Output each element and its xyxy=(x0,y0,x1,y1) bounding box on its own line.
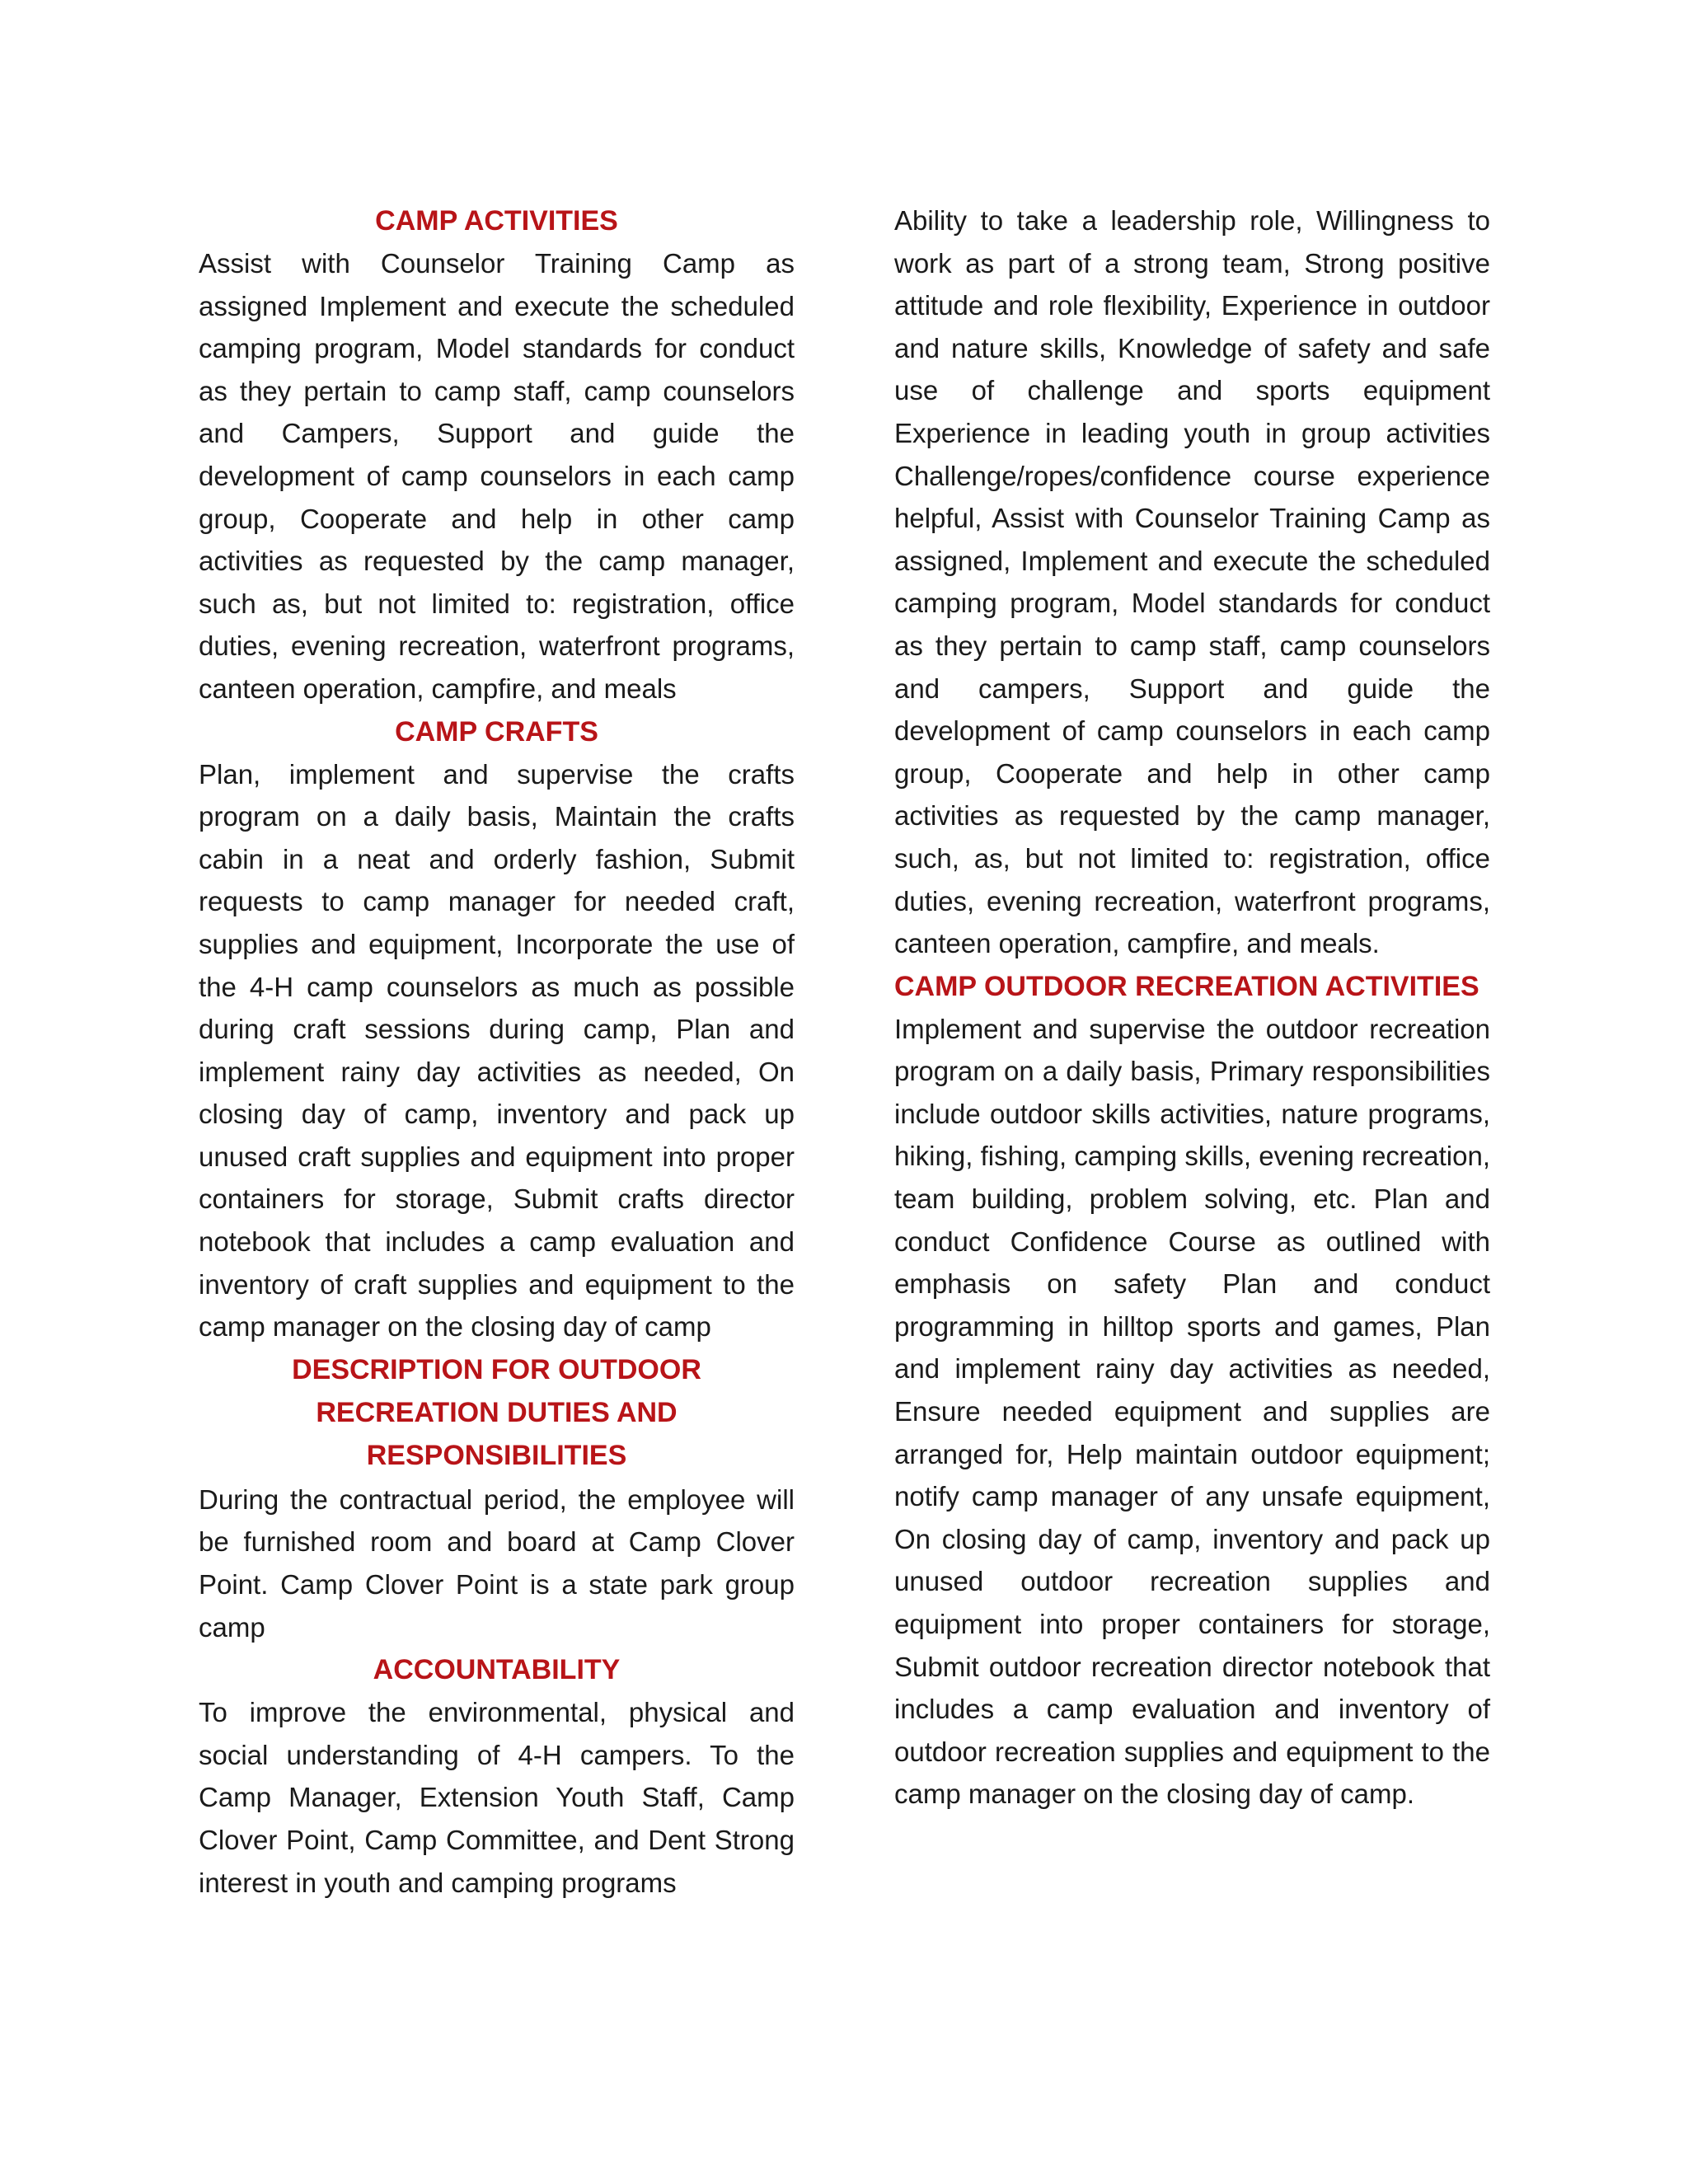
camp-activities-text: Assist with Counselor Training Camp as assigned Implement and execute the scheduled camping program, Model standards for conduct as they pertain to camp staff, camp counselors and Campers, Support and guide the development of camp counselors in each camp group, Cooperate and help in other camp activities as requested by the camp manager, such as, but not limited to: registration, office duties, evening recreation, waterfront programs, canteen operation, campfire, and meals xyxy=(199,248,795,704)
outdoor-recreation-text: Implement and supervise the outdoor recreation program on a daily basis, Primary responsibilities include outdoor skills activities, nature programs, hiking, fishing, camping skills, evening recreation, team building, problem solving, etc. Plan and conduct Confidence Course as outlined with emphasis on safety Plan and conduct programming in hilltop sports and games, Plan and implement rainy day activities as needed, Ensure needed equipment and supplies are arranged for, Help maintain outdoor equipment; notify camp manager of any unsafe equipment, On closing day of camp, inventory and pack up unused outdoor recreation supplies and equipment into proper containers for storage, Submit outdoor recreation director notebook that includes a camp evaluation and inventory of outdoor recreation supplies and equipment to the camp manager on the closing day of camp. xyxy=(894,1013,1490,1810)
camp-crafts-heading: CAMP CRAFTS xyxy=(395,715,598,748)
qualifications-text: Ability to take a leadership role, Willingness to work as part of a strong team, Strong positive attitude and role flexibility, Experience in outdoor and nature skills, Knowledge of safety and safe use of challenge and sports equipment Experience in leading youth in group activities Challenge/ropes/confidence course experience helpful, Assist with Counselor Training Camp as assigned, Implement and execute the scheduled camping program, Model standards for conduct as they pertain to camp staff, camp counselors and campers, Support and guide the development of camp counselors in each camp group, Cooperate and help in other camp activities as requested by the camp manager, such, as, but not limited to: registration, office duties, evening recreation, waterfront programs, canteen operation, campfire, and meals. xyxy=(894,205,1490,959)
description-heading: DESCRIPTION FOR OUTDOOR RECREATION DUTIES AND RESPONSIBILITIES xyxy=(292,1353,701,1471)
accountability-heading: ACCOUNTABILITY xyxy=(373,1654,621,1686)
right-column xyxy=(894,199,1490,1816)
outdoor-recreation-heading: CAMP OUTDOOR RECREATION ACTIVITIES xyxy=(894,970,1479,1002)
camp-crafts-text: Plan, implement and supervise the crafts program on a daily basis, Maintain the crafts cabin in a neat and orderly fashion, Submit requests to camp manager for needed craft, supplies and equipment, Incorporate the use of the 4-H camp counselors as much as possible during craft sessions during camp, Plan and implement rainy day activities as needed, On closing day of camp, inventory and pack up unused craft supplies and equipment into proper containers for storage, Submit crafts director notebook that includes a camp evaluation and inventory of craft supplies and equipment to the camp manager on the closing day of camp xyxy=(199,758,795,1343)
camp-activities-heading: CAMP ACTIVITIES xyxy=(375,205,618,237)
description-text: During the contractual period, the employee will be furnished room and board at Camp Clover Point. Camp Clover Point is a state park group camp xyxy=(199,1483,795,1643)
left-column xyxy=(199,199,795,1904)
accountability-text: To improve the environmental, physical and social understanding of 4-H campers. To the Camp Manager, Extension Youth Staff, Camp Clover Point, Camp Committee, and Dent Strong interest in youth and camping programs xyxy=(199,1697,795,1898)
